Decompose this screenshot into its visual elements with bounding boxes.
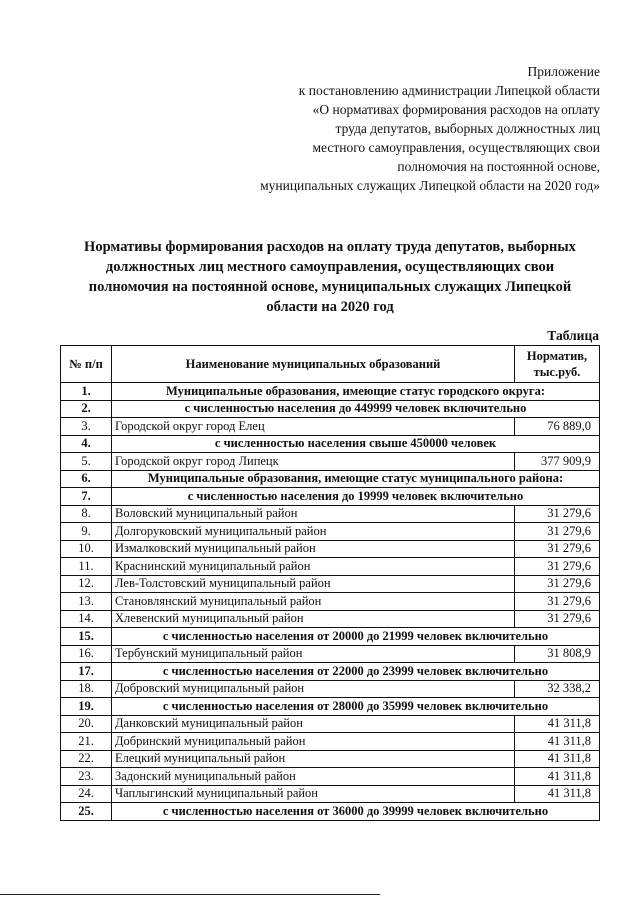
table-row <box>61 785 600 803</box>
table-group-row <box>61 383 600 401</box>
municipality-name: Елецкий муниципальный район <box>112 750 515 768</box>
table-label: Таблица <box>547 328 599 343</box>
header-norm <box>515 346 600 383</box>
table-row <box>61 453 600 471</box>
group-heading: с численностью населения от 36000 до 39999 человек включительно <box>112 803 600 821</box>
table-row <box>61 523 600 541</box>
appendix-line: муниципальных служащих Липецкой области на 2020 год» <box>260 178 600 193</box>
table-group-row <box>61 400 600 418</box>
norm-value: 31 808,9 <box>515 645 600 663</box>
row-number: 13. <box>61 593 112 611</box>
row-number: 5. <box>61 453 112 471</box>
group-heading: с численностью населения свыше 450000 человек <box>112 435 600 453</box>
municipality-name: Воловский муниципальный район <box>112 505 515 523</box>
norm-value: 31 279,6 <box>515 523 600 541</box>
municipality-name: Лев-Толстовский муниципальный район <box>112 575 515 593</box>
row-number: 7. <box>61 488 112 506</box>
norm-value: 31 279,6 <box>515 593 600 611</box>
table-group-row <box>61 803 600 821</box>
appendix-header <box>180 62 600 195</box>
title-line: области на 2020 год <box>266 299 394 315</box>
row-number: 14. <box>61 610 112 628</box>
row-number: 17. <box>61 663 112 681</box>
norm-value: 31 279,6 <box>515 610 600 628</box>
table-row <box>61 540 600 558</box>
municipality-name: Измалковский муниципальный район <box>112 540 515 558</box>
group-heading: Муниципальные образования, имеющие статус городского округа: <box>112 383 600 401</box>
row-number: 1. <box>61 383 112 401</box>
row-number: 2. <box>61 400 112 418</box>
table-group-row <box>61 628 600 646</box>
municipality-name: Данковский муниципальный район <box>112 715 515 733</box>
norm-value: 31 279,6 <box>515 575 600 593</box>
municipality-name: Хлевенский муниципальный район <box>112 610 515 628</box>
table-row <box>61 768 600 786</box>
row-number: 18. <box>61 680 112 698</box>
table-group-row <box>61 488 600 506</box>
appendix-line: к постановлению администрации Липецкой области <box>298 83 600 98</box>
group-heading: с численностью населения от 20000 до 21999 человек включительно <box>112 628 600 646</box>
municipality-name: Становлянский муниципальный район <box>112 593 515 611</box>
norm-value: 76 889,0 <box>515 418 600 436</box>
table-row <box>61 715 600 733</box>
appendix-line: местного самоуправления, осуществляющих свои <box>312 140 600 155</box>
title-line: должностных лиц местного самоуправления, осуществляющих свои <box>105 259 555 275</box>
municipality-name: Задонский муниципальный район <box>112 768 515 786</box>
row-number: 10. <box>61 540 112 558</box>
municipality-name: Тербунский муниципальный район <box>112 645 515 663</box>
appendix-line: Приложение <box>527 64 600 79</box>
row-number: 9. <box>61 523 112 541</box>
appendix-line: полномочия на постоянной основе, <box>397 159 600 174</box>
appendix-line: труда депутатов, выборных должностных лиц <box>335 121 600 136</box>
row-number: 11. <box>61 558 112 576</box>
row-number: 23. <box>61 768 112 786</box>
norm-value: 32 338,2 <box>515 680 600 698</box>
municipality-name: Чаплыгинский муниципальный район <box>112 785 515 803</box>
group-heading: с численностью населения до 19999 человек включительно <box>112 488 600 506</box>
row-number: 25. <box>61 803 112 821</box>
row-number: 16. <box>61 645 112 663</box>
group-heading: Муниципальные образования, имеющие статус муниципального района: <box>112 470 600 488</box>
table-row <box>61 610 600 628</box>
title-line: Нормативы формирования расходов на оплату труда депутатов, выборных <box>84 239 576 255</box>
norm-value: 41 311,8 <box>515 768 600 786</box>
norm-value: 41 311,8 <box>515 733 600 751</box>
row-number: 22. <box>61 750 112 768</box>
table-group-row <box>61 698 600 716</box>
table-group-row <box>61 435 600 453</box>
appendix-line: «О нормативах формирования расходов на оплату <box>312 102 600 117</box>
norm-value: 41 311,8 <box>515 715 600 733</box>
table-row <box>61 733 600 751</box>
row-number: 24. <box>61 785 112 803</box>
group-heading: с численностью населения от 22000 до 23999 человек включительно <box>112 663 600 681</box>
table-header-row <box>61 346 600 383</box>
row-number: 19. <box>61 698 112 716</box>
row-number: 21. <box>61 733 112 751</box>
municipality-name: Добровский муниципальный район <box>112 680 515 698</box>
norm-value: 377 909,9 <box>515 453 600 471</box>
header-num: № п/п <box>61 346 112 383</box>
row-number: 6. <box>61 470 112 488</box>
municipality-name: Городской округ город Елец <box>112 418 515 436</box>
municipality-name: Долгоруковский муниципальный район <box>112 523 515 541</box>
norm-value: 31 279,6 <box>515 505 600 523</box>
table-group-row <box>61 663 600 681</box>
row-number: 8. <box>61 505 112 523</box>
header-norm-line2: тыс.руб. <box>533 365 581 379</box>
header-name: Наименование муниципальных образований <box>112 346 515 383</box>
row-number: 4. <box>61 435 112 453</box>
group-heading: с численностью населения до 449999 человек включительно <box>112 400 600 418</box>
group-heading: с численностью населения от 28000 до 35999 человек включительно <box>112 698 600 716</box>
municipality-name: Краснинский муниципальный район <box>112 558 515 576</box>
norm-value: 31 279,6 <box>515 540 600 558</box>
table-row <box>61 575 600 593</box>
table-row <box>61 750 600 768</box>
table-row <box>61 645 600 663</box>
title-line: полномочия на постоянной основе, муниципальных служащих Липецкой <box>88 279 572 295</box>
table-body <box>61 383 600 821</box>
footer-divider <box>0 894 380 895</box>
document-title <box>60 237 600 317</box>
table-row <box>61 593 600 611</box>
norms-table <box>60 345 600 821</box>
municipality-name: Добринский муниципальный район <box>112 733 515 751</box>
table-row <box>61 558 600 576</box>
table-row <box>61 418 600 436</box>
table-row <box>61 505 600 523</box>
table-group-row <box>61 470 600 488</box>
municipality-name: Городской округ город Липецк <box>112 453 515 471</box>
header-norm-line1: Норматив, <box>526 349 588 363</box>
row-number: 15. <box>61 628 112 646</box>
row-number: 20. <box>61 715 112 733</box>
row-number: 12. <box>61 575 112 593</box>
norm-value: 31 279,6 <box>515 558 600 576</box>
norm-value: 41 311,8 <box>515 785 600 803</box>
row-number: 3. <box>61 418 112 436</box>
table-row <box>61 680 600 698</box>
norm-value: 41 311,8 <box>515 750 600 768</box>
